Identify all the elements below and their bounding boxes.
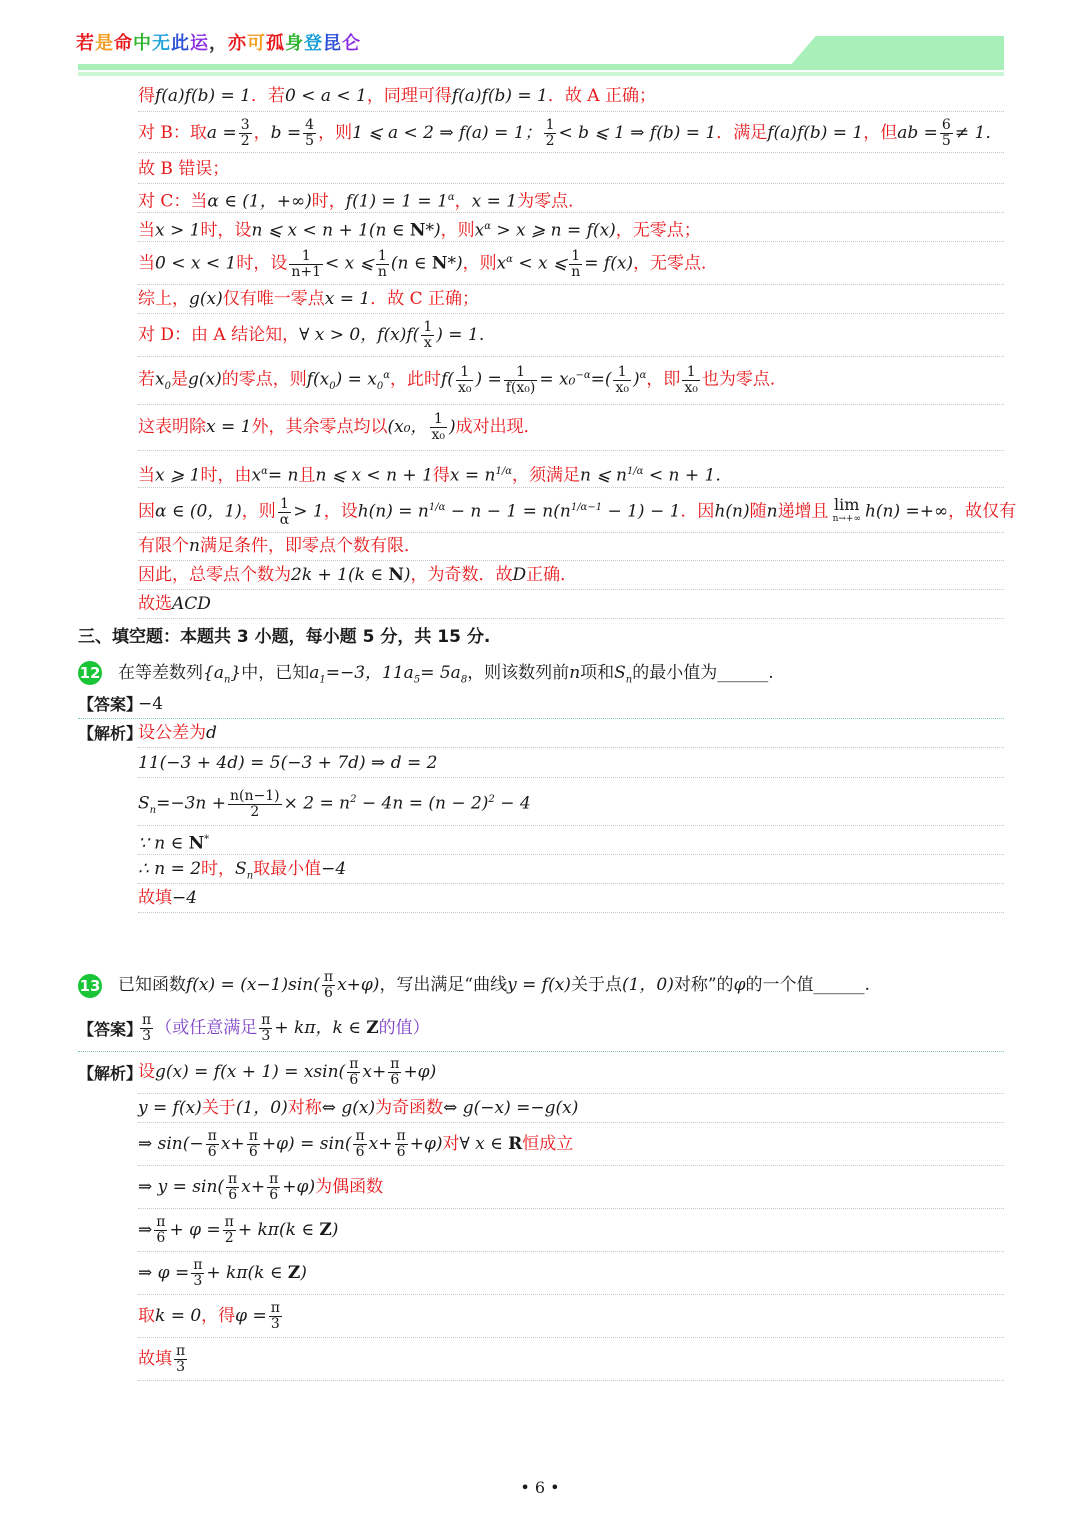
answer-value: $\frac{\pi}{3}$ （或任意满足 $\frac{\pi}{3}$ + kπ，k ∈ Z的值） (142, 1012, 430, 1044)
dotted-rule (138, 777, 1004, 778)
header-tab-decoration (790, 36, 1004, 66)
motto-char: 登 (304, 33, 323, 54)
solution-line: ⇒ y = sin( $\frac{\pi}{6}$ x+ $\frac{\pi}{6}$ +φ)为偶函数 (138, 1171, 384, 1203)
solution-line: ⇒ sin(− $\frac{\pi}{6}$ x+ $\frac{\pi}{6}$ +φ) = sin( $\frac{\pi}{6}$ x+ $\frac{\pi}{6}$ +φ)对∀ x ∈ R恒成立 (138, 1128, 574, 1160)
dotted-rule (78, 1051, 1004, 1052)
solution-line: 对 B：取a = $\frac{3}{2}$ ，b = $\frac{4}{5}$ ，则1 ⩽ a < 2 ⇒ f(a) = 1； $\frac{1}{2}$ < b ⩽ 1 ⇒ f(b) = 1．满足f(a)f(b) = 1，但ab = $\frac{6}{5}$ ≠ 1． (138, 117, 1003, 149)
dotted-rule (138, 1294, 1004, 1295)
header-rule (78, 64, 1004, 70)
solution-line: 当0 < x < 1时，设 $\frac{1}{n+1}$ < x ⩽ $\frac{1}{n}$ (n ∈ N*)，则$x^\alpha < x$ ⩽ $\frac{1}{n}$ = f(x)，无零点． (138, 247, 719, 280)
dotted-rule (138, 1251, 1004, 1252)
dotted-rule (138, 183, 1004, 184)
dotted-rule (138, 1380, 1004, 1381)
solution-line: y = f(x)关于(1，0)对称⇔ g(x)为奇函数⇔ g(−x) =−g(x) (138, 1098, 579, 1118)
dotted-rule (138, 532, 1004, 533)
solution-line: 故填 $\frac{\pi}{3}$ (138, 1343, 186, 1375)
solution-line: 故选ACD (138, 594, 211, 614)
dotted-rule (138, 241, 1004, 242)
header-motto (76, 29, 361, 55)
answer-value: −4 (138, 694, 164, 714)
solution-line: 有限个n满足条件，即零点个数有限． (138, 536, 421, 556)
dotted-rule (138, 618, 1004, 619)
analysis-label: 【解析】 (78, 724, 143, 743)
dotted-rule (138, 111, 1004, 112)
dotted-rule (138, 560, 1004, 561)
dotted-rule (138, 1093, 1004, 1094)
solution-line: 当x > 1时，设n ⩽ x < n + 1(n ∈ N*)，则$x^\alpha > x$ ⩾ n = f(x)，无零点； (138, 220, 701, 241)
solution-line: $S_n=-3n$ + $\frac{n(n-1)}{2}$ × $2 = n^2 - 4n = (n - 2)^2 - 4$ (138, 787, 531, 820)
solution-line: 故 B 错误； (138, 159, 230, 179)
dotted-rule (138, 284, 1004, 285)
solution-line: 设公差为d (138, 723, 217, 743)
question-number-badge: 13 (78, 974, 102, 998)
dotted-rule (138, 450, 1004, 451)
dotted-rule (138, 912, 1004, 913)
solution-line: 对 C：当α ∈ (1，+∞)时，$f(1) = 1 = 1^\alpha$，x = 1为零点． (138, 191, 586, 212)
solution-line: 因α ∈ (0，1)，则 $\frac{1}{\alpha}$ > 1，设$h(n) = n^{1/\alpha} - n - 1 = n(n^{1/\alpha-1} - 1) - 1$．因h(n)随n递增且 lim n→+∞ h(n) =+∞，故仅有 (138, 495, 1017, 528)
solution-line: 取k = 0，得φ = $\frac{\pi}{3}$ (138, 1300, 280, 1332)
motto-char: 昆 (323, 33, 342, 54)
solution-line: ⇒ φ = $\frac{\pi}{3}$ + kπ(k ∈ Z) (138, 1257, 307, 1289)
dotted-rule (138, 313, 1004, 314)
header-rule-secondary (78, 72, 1004, 76)
dotted-rule (138, 1165, 1004, 1166)
solution-line: 对 D：由 A 结论知，∀ x > 0，f(x)f( $\frac{1}{x}$ ) = 1． (138, 319, 496, 351)
motto-char: 亦 (228, 33, 247, 54)
dotted-rule (138, 152, 1004, 153)
question-stem: 在等差数列$\{a_n\}$中，已知$a_1=-3$，$11a_5= 5a_8$，则该数列前n项和$S_n$的最小值为______. (118, 663, 774, 686)
dotted-rule (138, 1337, 1004, 1338)
motto-char: 是 (95, 33, 114, 54)
dotted-rule (138, 1208, 1004, 1209)
motto-char: 运 (190, 33, 209, 54)
solution-line: 当x ⩾ 1时，由$x^\alpha= n$且n ⩽ x < n + 1得$x = n^{1/\alpha}$，须满足n ⩽ $n^{1/\alpha} < n + 1$． (138, 465, 733, 486)
section-heading: 三、填空题：本题共 3 小题，每小题 5 分，共 15 分. (78, 627, 491, 647)
question-stem: 已知函数f(x) = (x−1)sin( $\frac{\pi}{6}$ x+φ)，写出满足“曲线y = f(x)关于点(1，0)对称”的φ的一个值______. (118, 969, 870, 1001)
motto-char: 命 (114, 33, 133, 54)
dotted-rule (138, 487, 1004, 488)
dotted-rule (78, 718, 1004, 719)
motto-char: 若 (76, 33, 95, 54)
dotted-rule (138, 589, 1004, 590)
analysis-label: 【解析】 (78, 1064, 143, 1083)
dotted-rule (138, 356, 1004, 357)
solution-line: 得f(a)f(b) = 1．若0 < a < 1，同理可得f(a)f(b) = 1．故 A 正确； (138, 86, 656, 106)
motto-char: 中 (133, 33, 152, 54)
motto-char: ， (209, 33, 228, 54)
solution-line: ⇒ $\frac{\pi}{6}$ + φ = $\frac{\pi}{2}$ + kπ(k ∈ Z) (138, 1214, 339, 1246)
motto-char: 无 (152, 33, 171, 54)
dotted-rule (138, 854, 1004, 855)
dotted-rule (138, 404, 1004, 405)
motto-char: 可 (247, 33, 266, 54)
solution-line: 故填−4 (138, 888, 198, 908)
solution-line: ∴ n = 2时，$S_n$取最小值−4 (138, 859, 347, 882)
answer-label: 【答案】 (78, 1020, 143, 1039)
dotted-rule (138, 747, 1004, 748)
solution-line: 因此，总零点个数为2k + 1(k ∈ N)，为奇数．故D正确． (138, 565, 578, 585)
solution-line: 综上，g(x)仅有唯一零点x = 1．故 C 正确； (138, 289, 480, 309)
motto-char: 此 (171, 33, 190, 54)
dotted-rule (138, 1122, 1004, 1123)
dotted-rule (138, 883, 1004, 884)
dotted-rule (138, 212, 1004, 213)
motto-char: 仑 (342, 33, 361, 54)
dotted-rule (138, 825, 1004, 826)
question-number-badge: 12 (78, 661, 102, 685)
answer-label: 【答案】 (78, 695, 143, 714)
motto-char: 身 (285, 33, 304, 54)
page-number: • 6 • (520, 1478, 560, 1497)
motto-char: 孤 (266, 33, 285, 54)
solution-line: 设g(x) = f(x + 1) = xsin( $\frac{\pi}{6}$ x+ $\frac{\pi}{6}$ +φ) (138, 1056, 437, 1088)
solution-line: 这表明除x = 1外，其余零点均以(x₀， $\frac{1}{\text{x₀}}$ )成对出现． (138, 411, 541, 443)
solution-line: 11(−3 + 4d) = 5(−3 + 7d) ⇒ d = 2 (138, 753, 438, 773)
solution-line: 若$x_0$是g(x)的零点，则$f(x_0) = x_0^\alpha$，此时f( $\frac{1}{\text{x₀}}$ ) = $\frac{1}{\text{f(x₀)}}$ = x₀$^{-\alpha}$=( $\frac{1}{\text{x₀}}$ )$^\alpha$，即 $\frac{1}{\text{x₀}}$ 也为零点． (138, 363, 787, 396)
solution-line: ∵ n ∈ N* (138, 833, 210, 854)
